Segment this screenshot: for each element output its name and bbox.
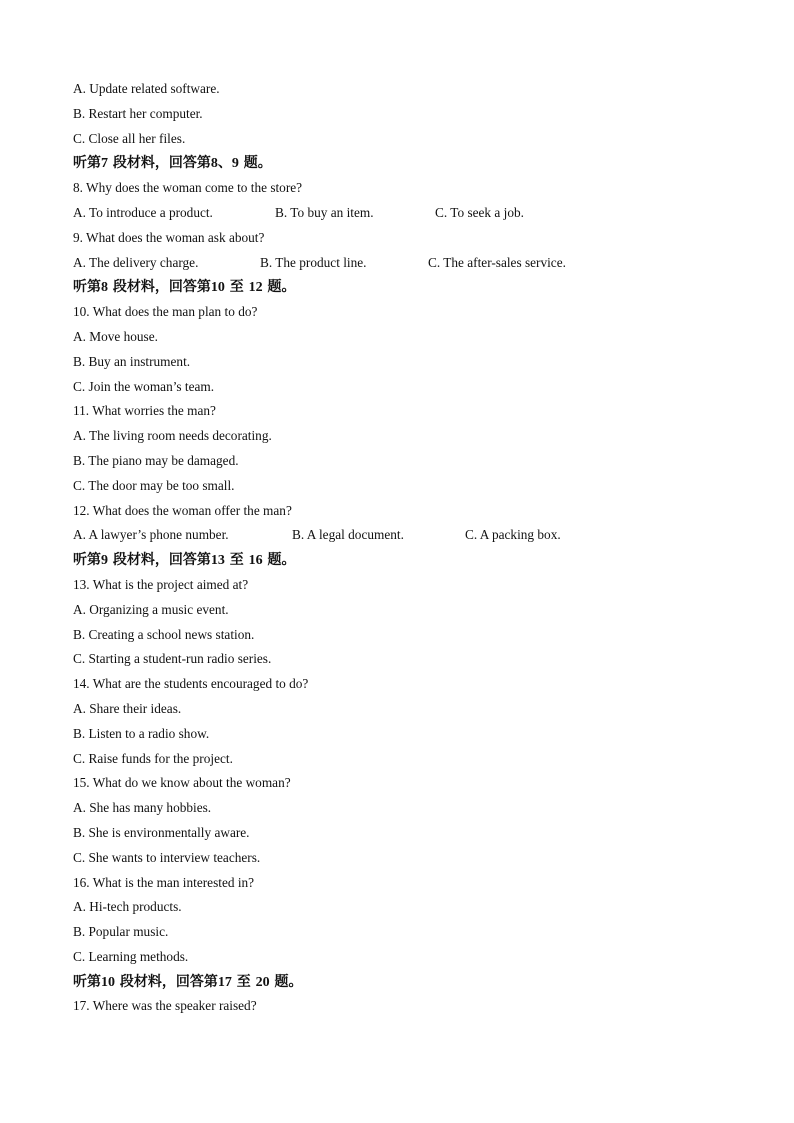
section-heading-10: 听第10 段材料，回答第17 至 20 题。 xyxy=(73,973,303,990)
option-13c: C. Starting a student-run radio series. xyxy=(73,651,272,667)
question-14: 14. What are the students encouraged to do? xyxy=(73,676,309,692)
option-11c: C. The door may be too small. xyxy=(73,477,235,493)
option-12a: A. A lawyer’s phone number. xyxy=(73,527,229,543)
options-row-12 xyxy=(73,523,753,548)
option-8b: B. To buy an item. xyxy=(275,204,374,220)
option-14b: B. Listen to a radio show. xyxy=(73,725,210,741)
option-16c: C. Learning methods. xyxy=(73,948,189,964)
option-7c: C. Close all her files. xyxy=(73,130,186,146)
option-7b: B. Restart her computer. xyxy=(73,105,203,121)
option-16a: A. Hi-tech products. xyxy=(73,899,182,915)
option-12b: B. A legal document. xyxy=(292,527,404,543)
option-8a: A. To introduce a product. xyxy=(73,204,213,220)
section-heading-9: 听第9 段材料，回答第13 至 16 题。 xyxy=(73,552,296,569)
section-heading-7: 听第7 段材料，回答第8、9 题。 xyxy=(73,155,272,172)
option-15b: B. She is environmentally aware. xyxy=(73,824,250,840)
option-10c: C. Join the woman’s team. xyxy=(73,378,215,394)
option-9a: A. The delivery charge. xyxy=(73,254,199,270)
option-11b: B. The piano may be damaged. xyxy=(73,452,239,468)
option-9c: C. The after-sales service. xyxy=(428,254,566,270)
option-7a: A. Update related software. xyxy=(73,81,220,96)
options-row-9 xyxy=(73,251,753,276)
section-heading-8: 听第8 段材料，回答第10 至 12 题。 xyxy=(73,279,296,296)
question-15: 15. What do we know about the woman? xyxy=(73,775,291,791)
option-9b: B. The product line. xyxy=(260,254,367,270)
option-15c: C. She wants to interview teachers. xyxy=(73,849,261,865)
question-10: 10. What does the man plan to do? xyxy=(73,304,258,320)
exam-page xyxy=(73,77,753,1019)
option-10b: B. Buy an instrument. xyxy=(73,353,191,369)
option-16b: B. Popular music. xyxy=(73,924,169,940)
options-row-8 xyxy=(73,201,753,226)
question-8: 8. Why does the woman come to the store? xyxy=(73,180,303,196)
question-17: 17. Where was the speaker raised? xyxy=(73,998,257,1014)
option-8c: C. To seek a job. xyxy=(435,204,524,220)
option-12c: C. A packing box. xyxy=(465,527,561,543)
question-9: 9. What does the woman ask about? xyxy=(73,229,265,245)
option-10a: A. Move house. xyxy=(73,328,158,344)
option-11a: A. The living room needs decorating. xyxy=(73,428,272,444)
question-12: 12. What does the woman offer the man? xyxy=(73,502,292,518)
question-16: 16. What is the man interested in? xyxy=(73,874,255,890)
option-15a: A. She has many hobbies. xyxy=(73,800,212,816)
question-11: 11. What worries the man? xyxy=(73,403,216,419)
option-14a: A. Share their ideas. xyxy=(73,700,182,716)
option-14c: C. Raise funds for the project. xyxy=(73,750,233,766)
option-13b: B. Creating a school news station. xyxy=(73,626,255,642)
question-13: 13. What is the project aimed at? xyxy=(73,576,249,592)
option-13a: A. Organizing a music event. xyxy=(73,601,229,617)
